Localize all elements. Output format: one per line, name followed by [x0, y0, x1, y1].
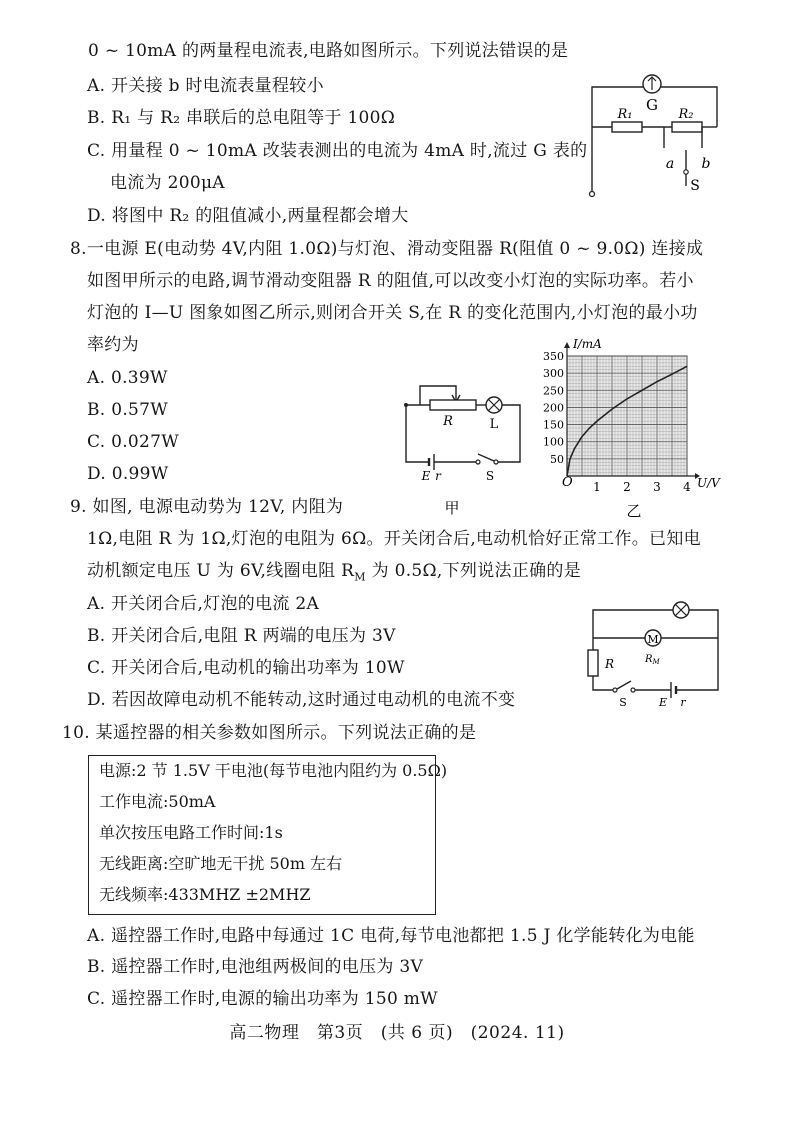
q8-option-d: D. 0.99W [87, 464, 169, 484]
chart-ylabel: I/mA [573, 337, 602, 351]
figure-jia-caption: 甲 [444, 499, 460, 517]
chart-y-tick-label: 150 [543, 418, 564, 432]
r1-label: R₁ [617, 107, 633, 122]
q9-stem-line1: 9. 如图, 电源电动势为 12V, 内阻为 [70, 497, 344, 517]
emf-e-label: E [658, 696, 668, 709]
q8-option-a: A. 0.39W [87, 368, 168, 388]
spec-row-time: 单次按压电路工作时间:1s [99, 823, 283, 842]
q8-option-b: B. 0.57W [87, 400, 169, 420]
chart-y-tick-label: 350 [543, 350, 564, 363]
chart-y-axis-arrow [564, 342, 570, 348]
chart-xlabel: U/V [697, 476, 720, 490]
spec-row-distance: 无线距离:空旷地无干扰 50m 左右 [99, 854, 343, 873]
q8-stem-line1: 8.一电源 E(电动势 4V,内阻 1.0Ω)与灯泡、滑动变阻器 R(阻值 0 ~ 9.0Ω) 连接成 [70, 239, 704, 259]
internal-r-label: r [435, 469, 441, 483]
spec-row-power: 电源:2 节 1.5V 干电池(每节电池内阻约为 0.5Ω) [99, 761, 448, 780]
q9-option-a: A. 开关闭合后,灯泡的电流 2A [87, 594, 320, 614]
q7-option-a: A. 开关接 b 时电流表量程较小 [87, 76, 324, 96]
chart-x-tick-label: 3 [653, 480, 661, 494]
q9-option-c: C. 开关闭合后,电动机的输出功率为 10W [87, 658, 405, 678]
g-meter-label: G [646, 96, 658, 114]
motor-m-label: M [647, 633, 659, 646]
q7-option-c-cont: 电流为 200μA [110, 173, 225, 193]
q10-option-c: C. 遥控器工作时,电源的输出功率为 150 mW [87, 989, 438, 1009]
resistor-r-label: R [605, 657, 615, 671]
page-footer: 高二物理 第3页 (共 6 页) (2024. 11) [229, 1023, 565, 1043]
chart-origin-label: O [562, 475, 573, 490]
r2-label: R₂ [678, 107, 694, 122]
spec-row-current: 工作电流:50mA [99, 792, 216, 811]
q9-stem-line3: 动机额定电压 U 为 6V,线圈电阻 $R_M$ 为 0.5Ω,下列说法正确的是 [87, 561, 582, 584]
q9-option-d: D. 若因故障电动机不能转动,这时通过电动机的电流不变 [87, 690, 516, 710]
chart-y-tick-label: 200 [543, 401, 564, 415]
figure-yi-caption: 乙 [626, 502, 642, 520]
q10-option-b: B. 遥控器工作时,电池组两极间的电压为 3V [87, 957, 424, 977]
rheostat-r-label: R [443, 414, 453, 429]
iu-chart [535, 336, 735, 521]
q8-stem-line2: 如图甲所示的电路,调节滑动变阻器 R 的阻值,可以改变小灯泡的实际功率。若小 [87, 271, 694, 291]
q8-stem-line3: 灯泡的 I—U 图象如图乙所示,则闭合开关 S,在 R 的变化范围内,小灯泡的最小功 [87, 303, 698, 323]
q7-option-b: B. R₁ 与 R₂ 串联后的总电阻等于 100Ω [87, 108, 396, 128]
chart-x-tick-label: 2 [623, 480, 631, 494]
terminal-a-label: a [665, 156, 675, 172]
remote-spec-table [88, 755, 448, 915]
chart-x-tick-label: 1 [593, 480, 601, 494]
switch-s-label: S [690, 178, 700, 194]
q7-option-c: C. 用量程 0 ~ 10mA 改装表测出的电流为 4mA 时,流过 G 表的 [87, 141, 588, 161]
terminal-b-label: b [701, 156, 711, 172]
q9-option-b: B. 开关闭合后,电阻 R 两端的电压为 3V [87, 626, 396, 646]
q7-stem: 0 ~ 10mA 的两量程电流表,电路如图所示。下列说法错误的是 [88, 41, 569, 61]
q9-circuit-diagram [583, 596, 728, 711]
switch-s-label: S [485, 469, 495, 483]
internal-r-label: r [680, 696, 686, 709]
emf-e-label: E [421, 469, 431, 483]
q8-option-c: C. 0.027W [87, 432, 180, 452]
spec-row-frequency: 无线频率:433MHZ ±2MHZ [99, 885, 311, 904]
chart-x-tick-label: 4 [683, 480, 691, 494]
lamp-l-label: L [489, 417, 499, 432]
q8-circuit-jia [398, 380, 528, 520]
q7-circuit-diagram [582, 70, 732, 200]
motor-rm-label: $R_M$ [645, 654, 660, 666]
q10-option-a: A. 遥控器工作时,电路中每通过 1C 电荷,每节电池都把 1.5 J 化学能转化为电能 [87, 926, 695, 946]
q8-stem-line4: 率约为 [87, 335, 139, 355]
q9-stem-line2: 1Ω,电阻 R 为 1Ω,灯泡的电阻为 6Ω。开关闭合后,电动机恰好正常工作。已知电 [87, 529, 701, 549]
chart-y-tick-label: 100 [543, 435, 564, 449]
chart-y-tick-label: 250 [543, 384, 564, 398]
chart-y-tick-label: 300 [543, 367, 564, 381]
q7-option-d: D. 将图中 R₂ 的阻值减小,两量程都会增大 [87, 206, 409, 226]
q10-stem: 10. 某遥控器的相关参数如图所示。下列说法正确的是 [62, 723, 477, 743]
chart-y-tick-label: 50 [550, 452, 564, 466]
switch-s-label: S [619, 696, 627, 709]
